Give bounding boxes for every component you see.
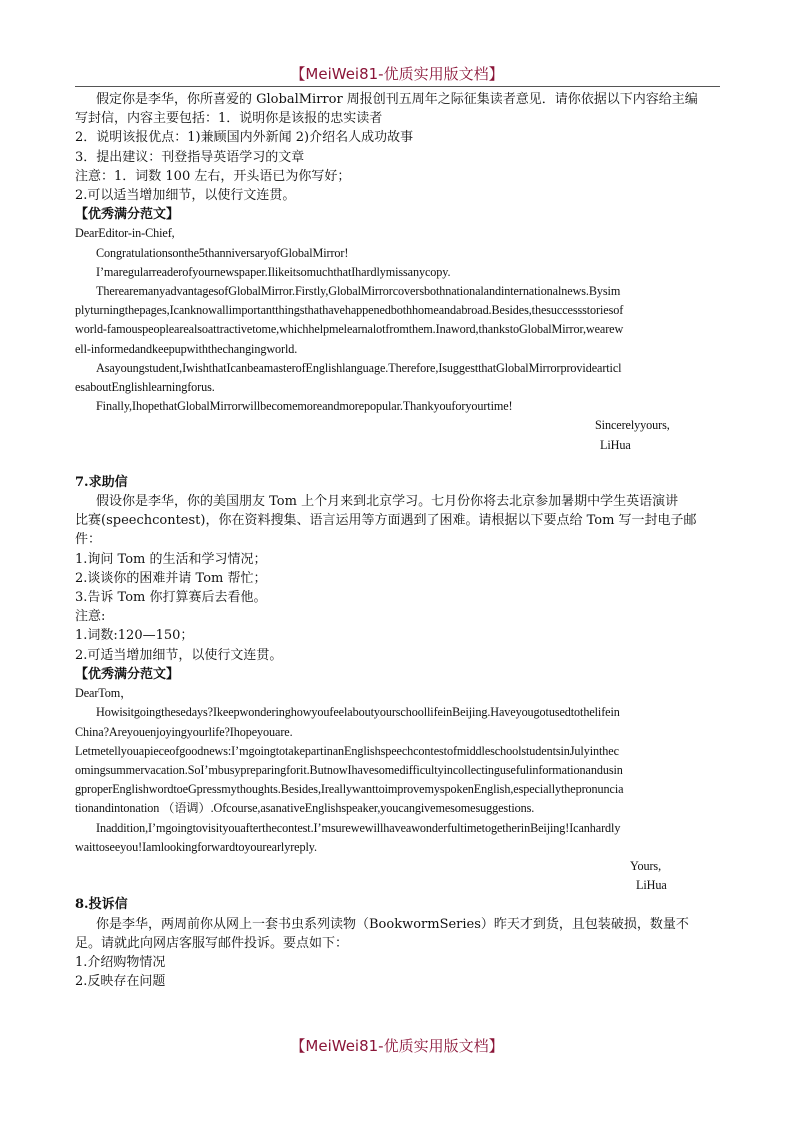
- sample-heading: 【优秀满分范文】: [75, 666, 180, 682]
- letter-line: gproperEnglishwordtoeGpressmythoughts.Besides,IreallywanttoimprovemyspokenEnglish,especiallythepronuncia: [75, 782, 624, 797]
- letter-line: waittoseeyou!Iamlookingforwardtoyourearlyreply.: [75, 839, 317, 854]
- letter-line: Inaddition,I’mgoingtovisityouafterthecontest.I’msurewewillhaveawonderfultimetogetherinBeijing!Icanhardly: [96, 820, 621, 835]
- prompt-line: 件：: [75, 532, 102, 548]
- prompt-note: 1.词数:120—150；: [75, 628, 194, 644]
- letter-line: esaboutEnglishlearningforus.: [75, 380, 215, 395]
- letter-line: Letmetellyouapieceofgoodnews:I’mgoingtotakepartinanEnglishspeechcontestofmiddleschoolstudentsinJulyinthec: [75, 743, 619, 758]
- prompt-line: 足。请就此向网店客服写邮件投诉。要点如下：: [75, 935, 349, 951]
- prompt-point: 2.谈谈你的困难并请 Tom 帮忙；: [75, 570, 267, 586]
- letter-closing: Sincerelyyours,: [595, 418, 670, 433]
- letter-line: plyturningthepages,Icanknowallimportantthingsthathavehappenedbothhomeandabroad.Besides,thesuccessstoriesof: [75, 303, 624, 318]
- letter-line: world-famouspeoplearealsoattractivetome,whichhelpmelearnalotfromthem.Inaword,thankstoGlobalMirror,wearew: [75, 322, 624, 337]
- prompt-line: 比赛(speechcontest)，你在资料搜集、语言运用等方面遇到了困难。请根据以下要点给 Tom 写一封电子邮: [75, 513, 697, 529]
- letter-line: Asayoungstudent,IwishthatIcanbeamasterofEnglishlanguage.Therefore,IsuggestthatGlobalMirrorprovidearticl: [96, 360, 622, 375]
- prompt-point: 1.询问 Tom 的生活和学习情况；: [75, 551, 267, 567]
- letter-line: tionandintonation （语调）.Ofcourse,asanativeEnglishspeaker,youcangivemesomesuggestions.: [75, 801, 535, 816]
- prompt-point: 3.告诉 Tom 你打算赛后去看他。: [75, 590, 267, 606]
- header-rule: [75, 86, 720, 87]
- letter-line: TherearemanyadvantagesofGlobalMirror.Firstly,GlobalMirrorcoversbothnationalandinternationalnews.Bysim: [96, 284, 621, 299]
- section-title: 8.投诉信: [75, 897, 128, 913]
- letter-signature: LiHua: [600, 437, 631, 452]
- letter-line: Howisitgoingthesedays?IkeepwonderinghowyoufeelaboutyourschoollifeinBeijing.Haveyougotusedtothelifein: [96, 705, 620, 720]
- prompt-note: 注意：1．词数 100 左右，开头语已为你写好；: [75, 168, 351, 184]
- prompt-note: 2.可适当增加细节，以使行文连贯。: [75, 647, 283, 663]
- prompt-note: 注意:: [75, 609, 106, 625]
- letter-line: ell-informedandkeepupwiththechangingworld.: [75, 341, 298, 356]
- sample-heading: 【优秀满分范文】: [75, 207, 180, 223]
- prompt-note: 2.可以适当增加细节，以使行文连贯。: [75, 188, 296, 204]
- prompt-line: 假定你是李华，你所喜爱的 GlobalMirror 周报创刊五周年之际征集读者意见．请你依据以下内容给主编: [96, 92, 698, 107]
- prompt-point: 1.介绍购物情况: [75, 954, 166, 970]
- prompt-point: 2．说明该报优点：1)兼顾国内外新闻 2)介绍名人成功故事: [75, 130, 414, 146]
- letter-salutation: DearEditor-in-Chief,: [75, 226, 175, 241]
- letter-line: omingsummervacation.SoI’mbusypreparingforit.ButnowIhavesomedifficultyincollectingusefulinformationandusin: [75, 762, 623, 777]
- letter-line: I’maregularreaderofyournewspaper.IlikeitsomuchthatIhardlymissanycopy.: [96, 264, 451, 279]
- section-title: 7.求助信: [75, 474, 128, 490]
- letter-line: Congratulationsonthe5thanniversaryofGlobalMirror!: [96, 245, 349, 260]
- letter-salutation: DearTom，: [75, 686, 133, 701]
- letter-closing: Yours,: [630, 858, 662, 873]
- letter-signature: LiHua: [636, 878, 667, 893]
- prompt-line: 写封信，内容主要包括：1．说明你是该报的忠实读者: [75, 111, 383, 127]
- prompt-line: 假设你是李华，你的美国朋友 Tom 上个月来到北京学习。七月份你将去北京参加暑期中学生英语演讲: [96, 494, 679, 510]
- prompt-line: 你是李华，两周前你从网上一套书虫系列读物（BookwormSeries）昨天才到货，且包装破损，数量不: [96, 916, 689, 932]
- letter-line: Finally,IhopethatGlobalMirrorwillbecomemoreandmorepopular.Thankyouforyourtime!: [96, 399, 513, 414]
- footer-banner: 【MeiWei81-优质实用版文档】: [290, 1037, 504, 1055]
- prompt-point: 3．提出建议：刊登指导英语学习的文章: [75, 149, 305, 165]
- header-banner: 【MeiWei81-优质实用版文档】: [290, 65, 504, 83]
- prompt-point: 2.反映存在问题: [75, 974, 166, 990]
- letter-line: China?Areyouenjoyingyourlife?Ihopeyouare.: [75, 724, 293, 739]
- document-body: [75, 90, 720, 991]
